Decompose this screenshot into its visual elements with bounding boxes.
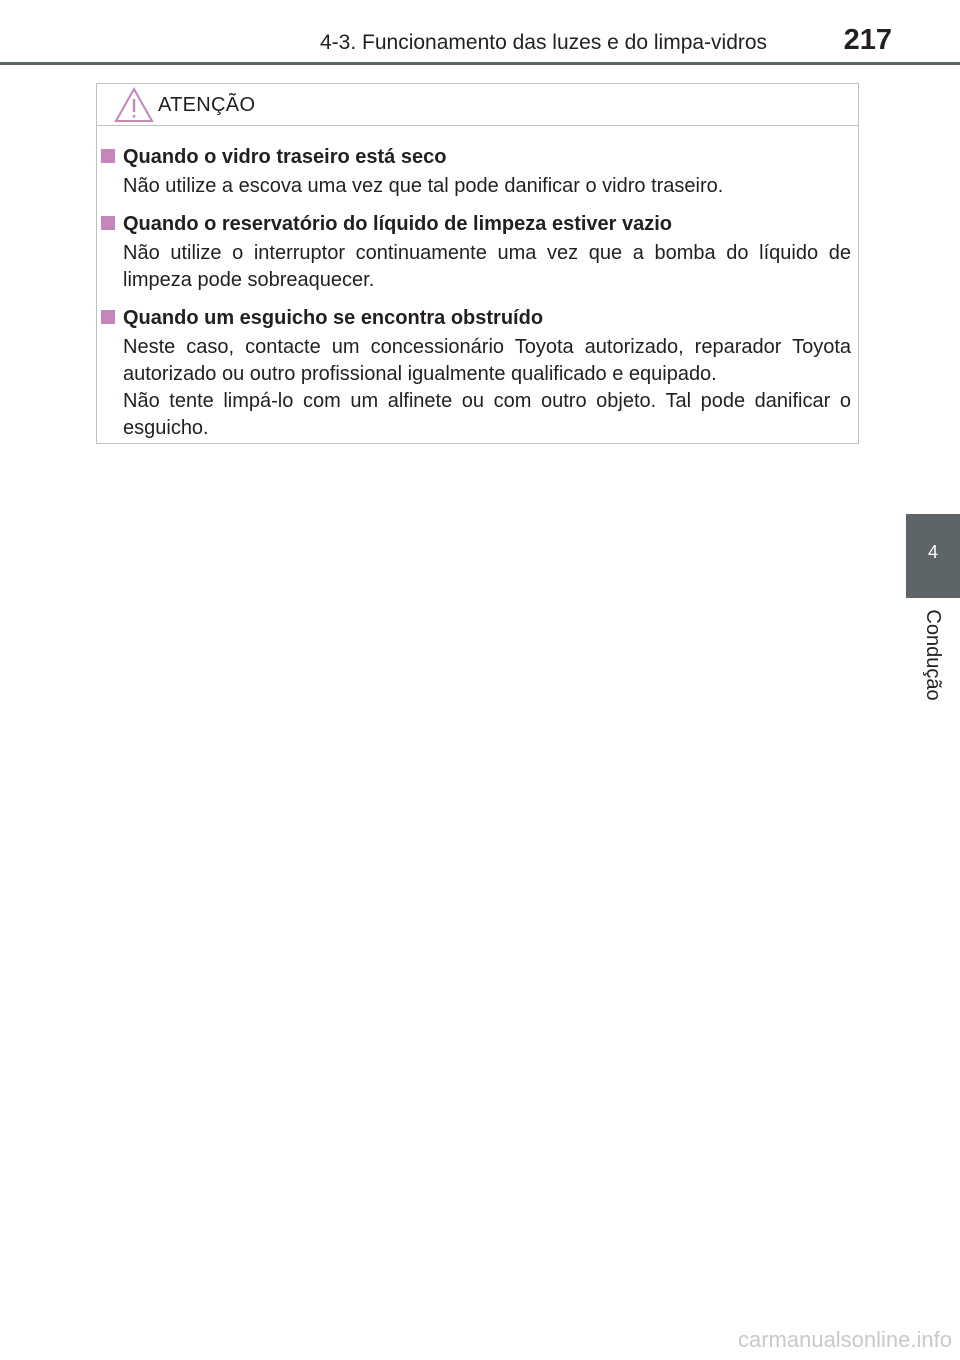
section-heading [101, 304, 851, 332]
section-title: 4-3. Funcionamento das luzes e do limpa-vidros [320, 31, 768, 54]
section-body [101, 171, 851, 200]
chapter-tab [906, 514, 960, 598]
warning-header [97, 84, 858, 126]
section-heading [101, 210, 851, 238]
section-body [101, 332, 851, 442]
section-heading-text: Quando o vidro traseiro está seco [123, 146, 447, 168]
watermark: carmanualsonline.info [737, 1327, 952, 1352]
bullet-square-icon [101, 149, 115, 163]
section-paragraph: Neste caso, contacte um concessionário Toyota autorizado, reparador Toyota autorizado ou outro profissional igualmente qualificado e equipado. [123, 336, 851, 385]
warning-box [96, 83, 859, 444]
section-body [101, 238, 851, 294]
chapter-label: Condução [922, 609, 944, 701]
warning-section [101, 143, 851, 200]
section-heading-text: Quando um esguicho se encontra obstruído [123, 307, 544, 329]
section-paragraph: Não utilize a escova uma vez que tal pode danificar o vidro traseiro. [123, 175, 724, 197]
header-rule [0, 62, 960, 65]
page-number: 217 [843, 24, 892, 56]
warning-label: ATENÇÃO [158, 94, 256, 116]
section-paragraph: Não tente limpá-lo com um alfinete ou com outro objeto. Tal pode danificar o esguicho. [123, 390, 851, 439]
warning-section [101, 304, 851, 442]
bullet-square-icon [101, 216, 115, 230]
section-heading [101, 143, 851, 171]
warning-triangle-icon [114, 87, 154, 123]
chapter-number: 4 [927, 542, 938, 562]
section-paragraph: Não utilize o interruptor continuamente uma vez que a bomba do líquido de limpeza pode sobreaquecer. [123, 242, 851, 291]
warning-content [101, 143, 851, 452]
warning-section [101, 210, 851, 294]
section-heading-text: Quando o reservatório do líquido de limpeza estiver vazio [123, 213, 673, 235]
bullet-square-icon [101, 310, 115, 324]
